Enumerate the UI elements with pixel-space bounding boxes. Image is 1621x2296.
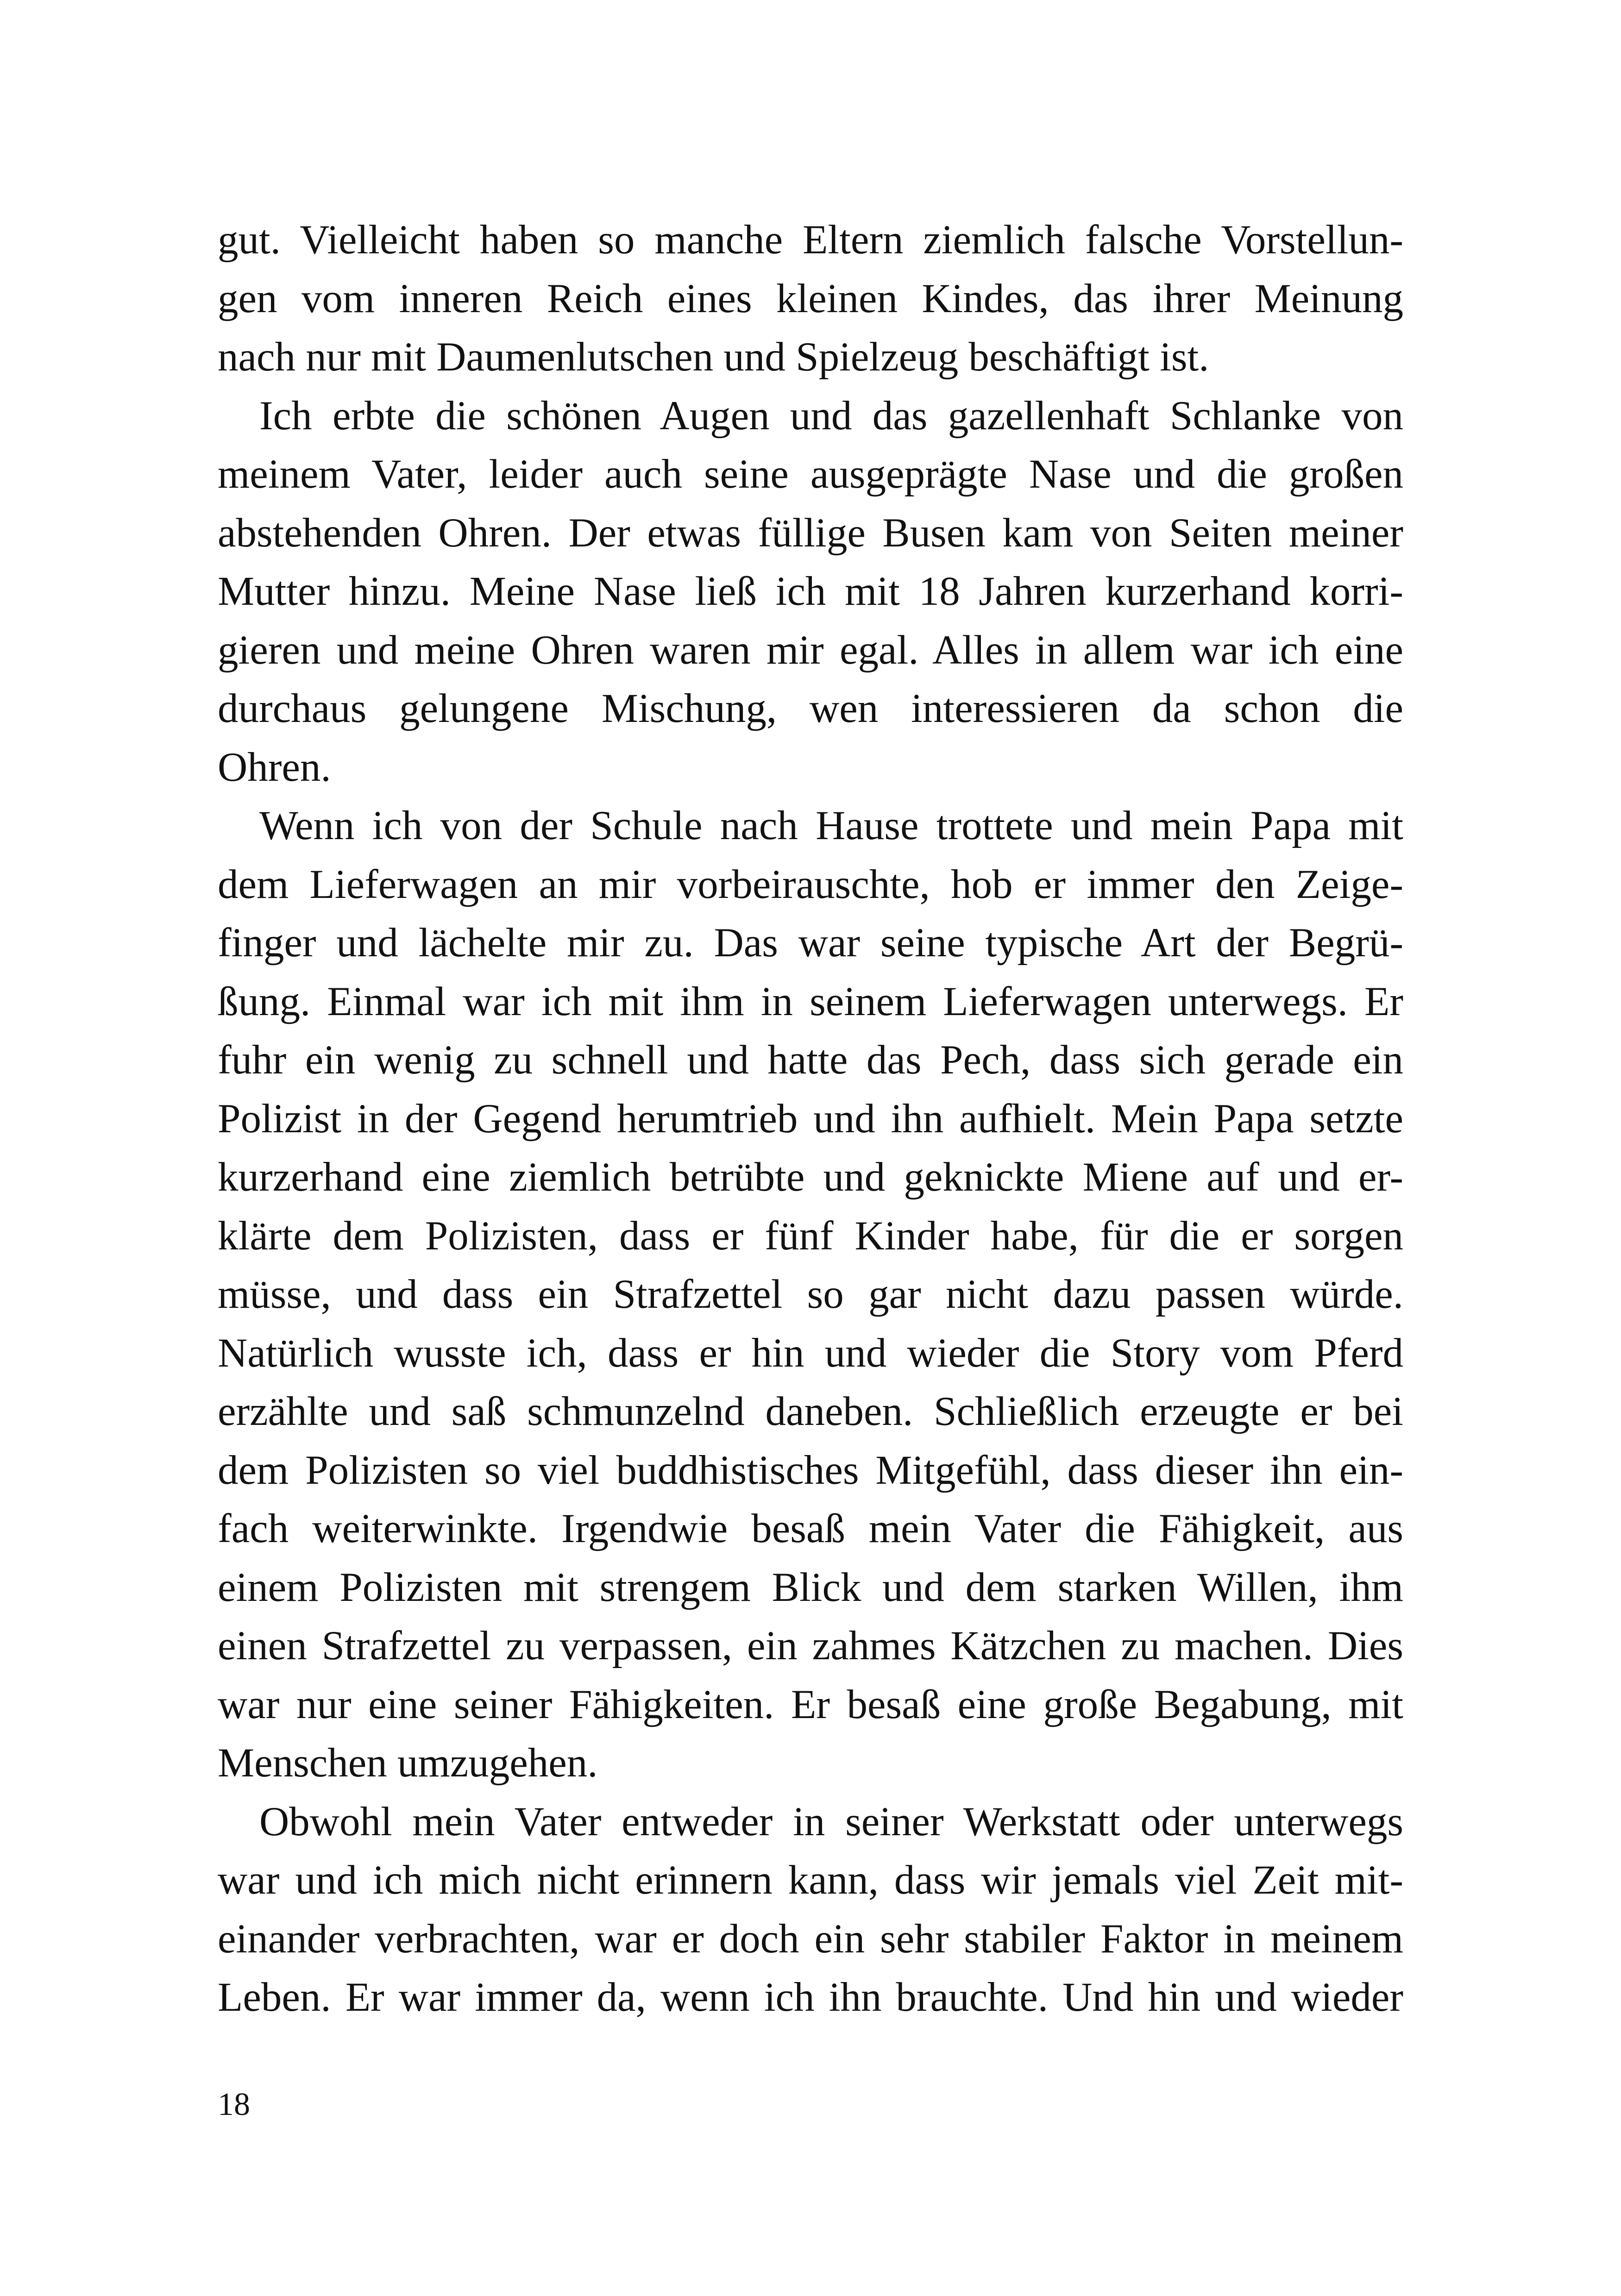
text-line: Natürlich wusste ich, dass er hin und wieder die Story vom Pferd: [218, 1330, 1403, 1376]
text-line: Menschen umzugehen.: [218, 1740, 598, 1786]
text-line: Ich erbte die schönen Augen und das gazellenhaft Schlanke von: [259, 393, 1403, 439]
text-line: müsse, und dass ein Strafzettel so gar nicht dazu passen würde.: [218, 1272, 1403, 1317]
text-line: ßung. Einmal war ich mit ihm in seinem Lieferwagen unterwegs. Er: [218, 979, 1403, 1024]
text-line: Polizist in der Gegend herumtrieb und ihn aufhielt. Mein Papa setzte: [218, 1096, 1403, 1142]
body-text: [218, 211, 1403, 2027]
text-line: klärte dem Polizisten, dass er fünf Kinder habe, für die er sorgen: [218, 1213, 1403, 1259]
text-line: war nur eine seiner Fähigkeiten. Er besaß eine große Begabung, mit: [218, 1681, 1403, 1727]
text-line: Mutter hinzu. Meine Nase ließ ich mit 18 Jahren kurzerhand korri-: [218, 569, 1403, 614]
text-line: durchaus gelungene Mischung, wen interessieren da schon die: [218, 686, 1403, 731]
text-line: einander verbrachten, war er doch ein sehr stabiler Faktor in meinem: [218, 1916, 1403, 1962]
text-line: Wenn ich von der Schule nach Hause trottete und mein Papa mit: [259, 803, 1403, 848]
text-line: Leben. Er war immer da, wenn ich ihn brauchte. Und hin und wieder: [218, 1975, 1403, 2020]
text-line: Ohren.: [218, 744, 331, 790]
text-line: dem Lieferwagen an mir vorbeirauschte, hob er immer den Zeige-: [218, 861, 1403, 907]
text-line: Obwohl mein Vater entweder in seiner Werkstatt oder unterwegs: [259, 1799, 1403, 1844]
text-line: abstehenden Ohren. Der etwas füllige Busen kam von Seiten meiner: [218, 510, 1403, 556]
text-line: fuhr ein wenig zu schnell und hatte das Pech, dass sich gerade ein: [218, 1037, 1403, 1083]
text-line: gieren und meine Ohren waren mir egal. Alles in allem war ich eine: [218, 627, 1403, 673]
text-line: finger und lächelte mir zu. Das war seine typische Art der Begrü-: [218, 920, 1403, 966]
page-number: 18: [218, 2087, 250, 2122]
text-line: einen Strafzettel zu verpassen, ein zahmes Kätzchen zu machen. Dies: [218, 1623, 1403, 1669]
text-line: gut. Vielleicht haben so manche Eltern ziemlich falsche Vorstellun-: [218, 217, 1403, 263]
text-line: fach weiterwinkte. Irgendwie besaß mein Vater die Fähigkeit, aus: [218, 1506, 1403, 1551]
text-line: dem Polizisten so viel buddhistisches Mitgefühl, dass dieser ihn ein-: [218, 1447, 1403, 1493]
text-line: war und ich mich nicht erinnern kann, dass wir jemals viel Zeit mit-: [218, 1857, 1403, 1903]
text-line: einem Polizisten mit strengem Blick und dem starken Willen, ihm: [218, 1564, 1403, 1610]
text-line: kurzerhand eine ziemlich betrübte und geknickte Miene auf und er-: [218, 1154, 1403, 1200]
text-line: erzählte und saß schmunzelnd daneben. Schließlich erzeugte er bei: [218, 1389, 1403, 1434]
text-line: gen vom inneren Reich eines kleinen Kindes, das ihrer Meinung: [218, 276, 1403, 321]
text-line: nach nur mit Daumenlutschen und Spielzeug beschäftigt ist.: [218, 334, 1209, 380]
text-line: meinem Vater, leider auch seine ausgeprägte Nase und die großen: [218, 452, 1403, 497]
